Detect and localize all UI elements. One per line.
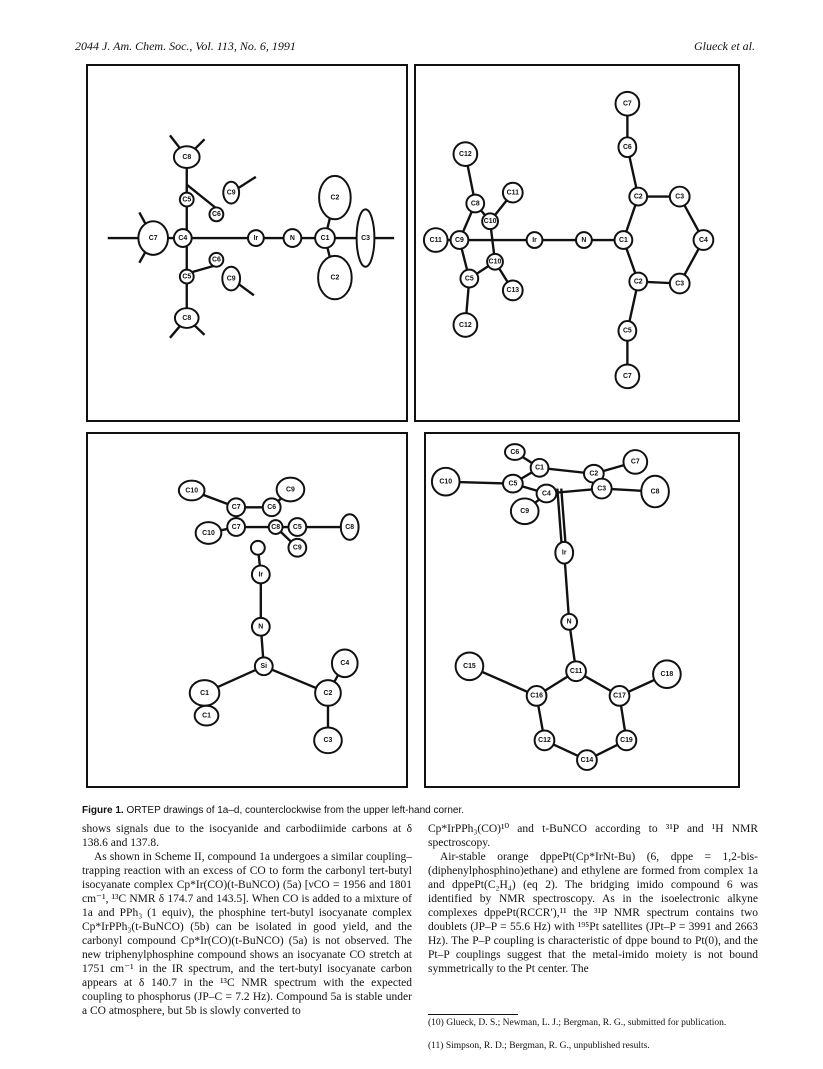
figure-caption-text: ORTEP drawings of 1a–d, counterclockwise from the upper left-hand corner. bbox=[123, 805, 465, 816]
atom-label: C11 bbox=[429, 236, 442, 244]
figure-caption bbox=[82, 805, 742, 816]
atom-label: C9 bbox=[455, 236, 464, 244]
atom-label: C7 bbox=[148, 234, 158, 242]
atom-label: C9 bbox=[286, 486, 295, 494]
atom-label: C3 bbox=[597, 485, 607, 493]
atom-label: C5 bbox=[182, 196, 192, 204]
atom-label: C14 bbox=[580, 756, 594, 764]
atom-label: C5 bbox=[182, 273, 192, 281]
atom-label: C1 bbox=[619, 236, 628, 244]
figure-label: Figure 1. bbox=[82, 805, 124, 816]
atom-label: C4 bbox=[178, 234, 188, 242]
atom-label: C9 bbox=[292, 544, 302, 552]
ortep-panel-1a bbox=[86, 64, 408, 422]
atom-label: C16 bbox=[530, 692, 543, 700]
atom-label: C2 bbox=[633, 193, 643, 201]
atom-label: C5 bbox=[464, 275, 474, 283]
atom-label: Ir bbox=[532, 236, 537, 244]
atom-label: C9 bbox=[226, 189, 236, 197]
atom-label: C1 bbox=[200, 689, 209, 697]
page-header bbox=[75, 39, 755, 57]
atom-label: C6 bbox=[510, 448, 520, 456]
atom-label: C5 bbox=[508, 480, 518, 488]
atom-label: C5 bbox=[292, 523, 302, 531]
ortep-panel-lower-right bbox=[424, 432, 740, 788]
atom-label: C8 bbox=[182, 153, 192, 161]
atom-label: C2 bbox=[323, 689, 333, 697]
atom-label: C1 bbox=[320, 234, 330, 242]
atom-label: C8 bbox=[470, 200, 480, 208]
atom-label: C10 bbox=[185, 487, 199, 495]
atom-label: C9 bbox=[226, 275, 236, 283]
atom-label: C3 bbox=[361, 234, 370, 242]
atom-label: C13 bbox=[506, 287, 520, 295]
ortep-panel-upper-right bbox=[414, 64, 740, 422]
atom-label: C1 bbox=[202, 712, 211, 720]
paragraph: As shown in Scheme II, compound 1a undergoes a similar coupling–trapping reaction with an excess of CO to form the carbonyl tert-butyl isocyanate complex Cp*Ir(CO)(t-BuNCO) (5a) [νCO = 1956 and 1801 cm⁻¹, ¹³C NMR δ 174.7 and 143.5]. When CO is added to a mixture of 1a and PPh₃ (1 equiv), the phosphine tert-butyl isocyanate complex Cp*IrPPh₃(t-BuNCO) (5b) can be isolated in good yield, and the carbonyl compound Cp*Ir(CO)(t-BuNCO) (5a) is not observed. The new triphenylphosphine compound shows an isocyanate CO stretch at 1751 cm⁻¹ in the IR spectrum, and the tert-butyl isocyanate carbon appears at δ 140.7 in the ¹³C NMR spectrum with the expected coupling to phosphorus (JP–C = 7.2 Hz). Compound 5a is stable under a CO atmosphere, but 5b is slowly converted to bbox=[82, 851, 412, 1017]
atom-label: N bbox=[581, 236, 587, 244]
atom-label: C7 bbox=[630, 458, 640, 466]
atom-label: C10 bbox=[439, 478, 453, 486]
atom-label: C6 bbox=[267, 504, 277, 512]
atom-label: C7 bbox=[231, 504, 241, 512]
atom-label: C10 bbox=[483, 218, 497, 226]
footnote-11: (11) Simpson, R. D.; Bergman, R. G., unpublished results. bbox=[428, 1041, 650, 1051]
atom-label: C15 bbox=[463, 663, 476, 671]
atom-label: Ir bbox=[253, 234, 259, 242]
paragraph: Air-stable orange dppePt(Cp*IrNt-Bu) (6, dppe = 1,2-bis-(diphenylphosphino)ethane) and ethylene are formed from complex 1a and dppePt(C₂H₄) (eq 2). The bridging imido compound 6 was identified by NMR spectroscopy. As in the isoelectronic alkyne complexes dppePt(RCCR′),¹¹ the ³¹P NMR spectrum contains two doublets (JP–P = 55.6 Hz) with ¹⁹⁵Pt satellites (JPt–P = 3991 and 2663 Hz). The P–P coupling is characteristic of dppe bound to Pt(0), and the Pt–P couplings suggest that the metal-imido moiety is not bound symmetrically to the Pt center. The bbox=[428, 851, 758, 975]
atom-label: Ir bbox=[258, 571, 264, 579]
paragraph: Cp*IrPPh₃(CO)¹⁰ and t-BuNCO according to ³¹P and ¹H NMR spectroscopy. bbox=[428, 823, 758, 849]
atom-label: C7 bbox=[231, 523, 241, 531]
atom-label: C4 bbox=[542, 490, 551, 498]
atom-label: C10 bbox=[488, 258, 502, 266]
ortep-panel-lower-left bbox=[86, 432, 408, 788]
atom-label: C2 bbox=[330, 194, 340, 202]
atom-label: C6 bbox=[211, 256, 221, 264]
atom-label: N bbox=[258, 623, 264, 631]
atom-label: N bbox=[289, 234, 295, 242]
atom-label: C12 bbox=[538, 737, 551, 745]
atom-label: C10 bbox=[202, 529, 215, 537]
atom-label: C4 bbox=[340, 660, 350, 668]
body-column-left bbox=[82, 822, 412, 1018]
atom-label: C9 bbox=[520, 508, 530, 516]
footnote-divider bbox=[428, 1014, 518, 1015]
atom-label: C3 bbox=[675, 280, 685, 288]
atom-label: C17 bbox=[613, 692, 626, 700]
atom-label: C8 bbox=[650, 488, 660, 496]
atom-label: C19 bbox=[620, 737, 633, 745]
atom-label: C3 bbox=[675, 193, 685, 201]
atom-label: C6 bbox=[622, 144, 632, 152]
atom-label: C2 bbox=[330, 274, 340, 282]
atom-label: C8 bbox=[271, 523, 281, 531]
atom-label: Ir bbox=[561, 549, 567, 557]
body-column-right bbox=[428, 822, 758, 976]
atom-label: C7 bbox=[622, 100, 632, 108]
atom-label: Si bbox=[260, 663, 268, 671]
footnote-10: (10) Glueck, D. S.; Newman, L. J.; Bergman, R. G., submitted for publication. bbox=[428, 1018, 727, 1028]
running-authors: Glueck et al. bbox=[694, 39, 755, 53]
atom-label: C1 bbox=[535, 464, 544, 472]
atom-label: N bbox=[566, 618, 572, 626]
atom-label: C18 bbox=[660, 671, 674, 679]
atom-label: C3 bbox=[323, 737, 333, 745]
paragraph: shows signals due to the isocyanide and carbodiimide carbons at δ 138.6 and 137.8. bbox=[82, 823, 412, 849]
atom-label: C2 bbox=[633, 278, 643, 286]
atom-label: C11 bbox=[569, 668, 583, 676]
atom-label: C4 bbox=[699, 236, 708, 244]
atom-label: C2 bbox=[589, 470, 599, 478]
atom-label: C12 bbox=[459, 150, 472, 158]
atom-label: C7 bbox=[622, 373, 632, 381]
journal-citation: 2044 J. Am. Chem. Soc., Vol. 113, No. 6, 1991 bbox=[75, 39, 296, 53]
atom-label: C12 bbox=[459, 321, 472, 329]
atom-label: C8 bbox=[182, 314, 192, 322]
atom-label: C11 bbox=[506, 189, 519, 197]
atom-label: C5 bbox=[622, 327, 632, 335]
atom-label: C8 bbox=[345, 523, 355, 531]
atom-label: C6 bbox=[211, 211, 221, 219]
